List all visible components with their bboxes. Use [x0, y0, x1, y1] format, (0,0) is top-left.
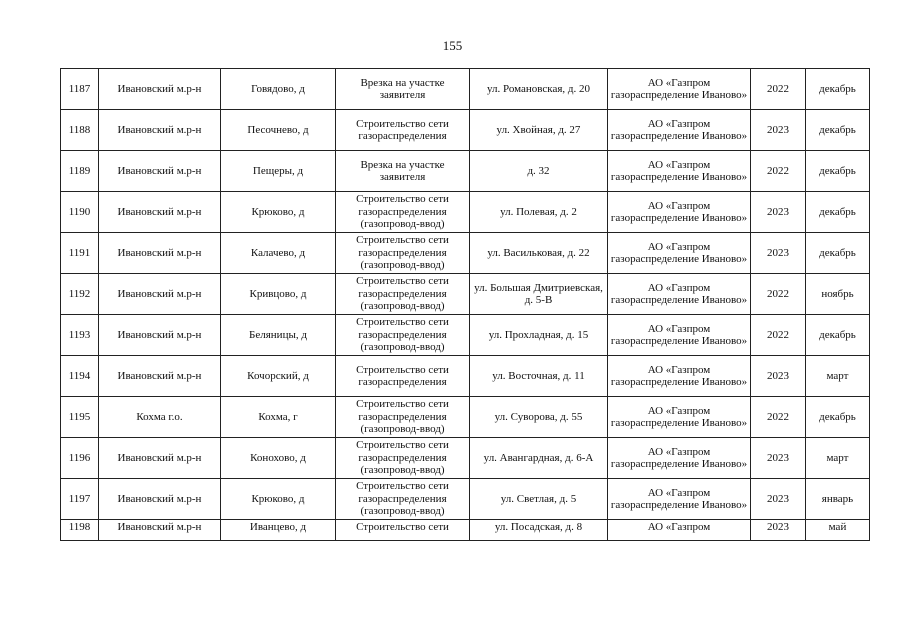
table-row [61, 520, 870, 541]
organization-cell: АО «Газпром газораспределение Иваново» [608, 479, 751, 520]
address-cell: д. 32 [470, 151, 608, 192]
table-row [61, 274, 870, 315]
month-cell: декабрь [806, 151, 870, 192]
locality-cell: Песочнево, д [221, 110, 336, 151]
work-type-cell: Строительство сети газораспределения (газопровод-ввод) [336, 438, 470, 479]
district-cell: Ивановский м.р-н [99, 233, 221, 274]
row-number-cell: 1197 [61, 479, 99, 520]
address-cell: ул. Полевая, д. 2 [470, 192, 608, 233]
address-cell: ул. Авангардная, д. 6-А [470, 438, 608, 479]
locality-cell: Конохово, д [221, 438, 336, 479]
row-number-cell: 1189 [61, 151, 99, 192]
work-type-cell: Строительство сети газораспределения (газопровод-ввод) [336, 315, 470, 356]
address-cell: ул. Романовская, д. 20 [470, 69, 608, 110]
month-cell: январь [806, 479, 870, 520]
row-number-cell: 1194 [61, 356, 99, 397]
organization-cell: АО «Газпром газораспределение Иваново» [608, 397, 751, 438]
locality-cell: Беляницы, д [221, 315, 336, 356]
address-cell: ул. Большая Дмитриевская, д. 5-В [470, 274, 608, 315]
work-type-cell: Строительство сети газораспределения (газопровод-ввод) [336, 233, 470, 274]
year-cell: 2023 [751, 356, 806, 397]
organization-cell: АО «Газпром газораспределение Иваново» [608, 151, 751, 192]
organization-cell: АО «Газпром газораспределение Иваново» [608, 233, 751, 274]
address-cell: ул. Светлая, д. 5 [470, 479, 608, 520]
row-number-cell: 1198 [61, 520, 99, 541]
row-number-cell: 1195 [61, 397, 99, 438]
work-type-cell: Строительство сети газораспределения (газопровод-ввод) [336, 397, 470, 438]
month-cell: май [806, 520, 870, 541]
district-cell: Кохма г.о. [99, 397, 221, 438]
row-number-cell: 1190 [61, 192, 99, 233]
locality-cell: Кочорский, д [221, 356, 336, 397]
district-cell: Ивановский м.р-н [99, 438, 221, 479]
year-cell: 2022 [751, 315, 806, 356]
year-cell: 2023 [751, 520, 806, 541]
organization-cell: АО «Газпром газораспределение Иваново» [608, 110, 751, 151]
work-type-cell: Строительство сети газораспределения (газопровод-ввод) [336, 479, 470, 520]
year-cell: 2022 [751, 397, 806, 438]
year-cell: 2023 [751, 438, 806, 479]
table-row [61, 192, 870, 233]
work-type-cell: Строительство сети газораспределения (газопровод-ввод) [336, 274, 470, 315]
district-cell: Ивановский м.р-н [99, 69, 221, 110]
year-cell: 2023 [751, 479, 806, 520]
organization-cell: АО «Газпром газораспределение Иваново» [608, 274, 751, 315]
table-row [61, 438, 870, 479]
district-cell: Ивановский м.р-н [99, 192, 221, 233]
month-cell: март [806, 438, 870, 479]
locality-cell: Крюково, д [221, 192, 336, 233]
month-cell: декабрь [806, 315, 870, 356]
row-number-cell: 1191 [61, 233, 99, 274]
district-cell: Ивановский м.р-н [99, 151, 221, 192]
month-cell: декабрь [806, 110, 870, 151]
address-cell: ул. Посадская, д. 8 [470, 520, 608, 541]
table-body [61, 69, 870, 541]
table-row [61, 356, 870, 397]
year-cell: 2022 [751, 69, 806, 110]
year-cell: 2023 [751, 233, 806, 274]
table-row [61, 69, 870, 110]
year-cell: 2023 [751, 110, 806, 151]
locality-cell: Иванцево, д [221, 520, 336, 541]
organization-cell: АО «Газпром газораспределение Иваново» [608, 69, 751, 110]
work-type-cell: Строительство сети газораспределения [336, 356, 470, 397]
work-type-cell: Врезка на участке заявителя [336, 69, 470, 110]
work-type-cell: Врезка на участке заявителя [336, 151, 470, 192]
locality-cell: Крюково, д [221, 479, 336, 520]
address-cell: ул. Восточная, д. 11 [470, 356, 608, 397]
month-cell: декабрь [806, 397, 870, 438]
year-cell: 2022 [751, 151, 806, 192]
district-cell: Ивановский м.р-н [99, 479, 221, 520]
row-number-cell: 1192 [61, 274, 99, 315]
organization-cell: АО «Газпром газораспределение Иваново» [608, 315, 751, 356]
work-type-cell: Строительство сети газораспределения (газопровод-ввод) [336, 192, 470, 233]
locality-cell: Говядово, д [221, 69, 336, 110]
work-type-cell: Строительство сети [336, 520, 470, 541]
table-row [61, 110, 870, 151]
locality-cell: Кохма, г [221, 397, 336, 438]
page-number: 155 [442, 38, 463, 53]
row-number-cell: 1188 [61, 110, 99, 151]
organization-cell: АО «Газпром газораспределение Иваново» [608, 438, 751, 479]
row-number-cell: 1187 [61, 69, 99, 110]
address-cell: ул. Суворова, д. 55 [470, 397, 608, 438]
work-type-cell: Строительство сети газораспределения [336, 110, 470, 151]
district-cell: Ивановский м.р-н [99, 110, 221, 151]
district-cell: Ивановский м.р-н [99, 520, 221, 541]
locality-cell: Пещеры, д [221, 151, 336, 192]
organization-cell: АО «Газпром газораспределение Иваново» [608, 356, 751, 397]
district-cell: Ивановский м.р-н [99, 315, 221, 356]
locality-cell: Калачево, д [221, 233, 336, 274]
row-number-cell: 1196 [61, 438, 99, 479]
address-cell: ул. Хвойная, д. 27 [470, 110, 608, 151]
locality-cell: Кривцово, д [221, 274, 336, 315]
table-row [61, 233, 870, 274]
month-cell: декабрь [806, 192, 870, 233]
row-number-cell: 1193 [61, 315, 99, 356]
month-cell: март [806, 356, 870, 397]
month-cell: декабрь [806, 233, 870, 274]
year-cell: 2022 [751, 274, 806, 315]
gasification-table [60, 68, 870, 541]
year-cell: 2023 [751, 192, 806, 233]
address-cell: ул. Прохладная, д. 15 [470, 315, 608, 356]
address-cell: ул. Васильковая, д. 22 [470, 233, 608, 274]
table-row [61, 315, 870, 356]
table-row [61, 151, 870, 192]
district-cell: Ивановский м.р-н [99, 274, 221, 315]
table-row [61, 479, 870, 520]
table-row [61, 397, 870, 438]
month-cell: декабрь [806, 69, 870, 110]
organization-cell: АО «Газпром [608, 520, 751, 541]
month-cell: ноябрь [806, 274, 870, 315]
organization-cell: АО «Газпром газораспределение Иваново» [608, 192, 751, 233]
district-cell: Ивановский м.р-н [99, 356, 221, 397]
